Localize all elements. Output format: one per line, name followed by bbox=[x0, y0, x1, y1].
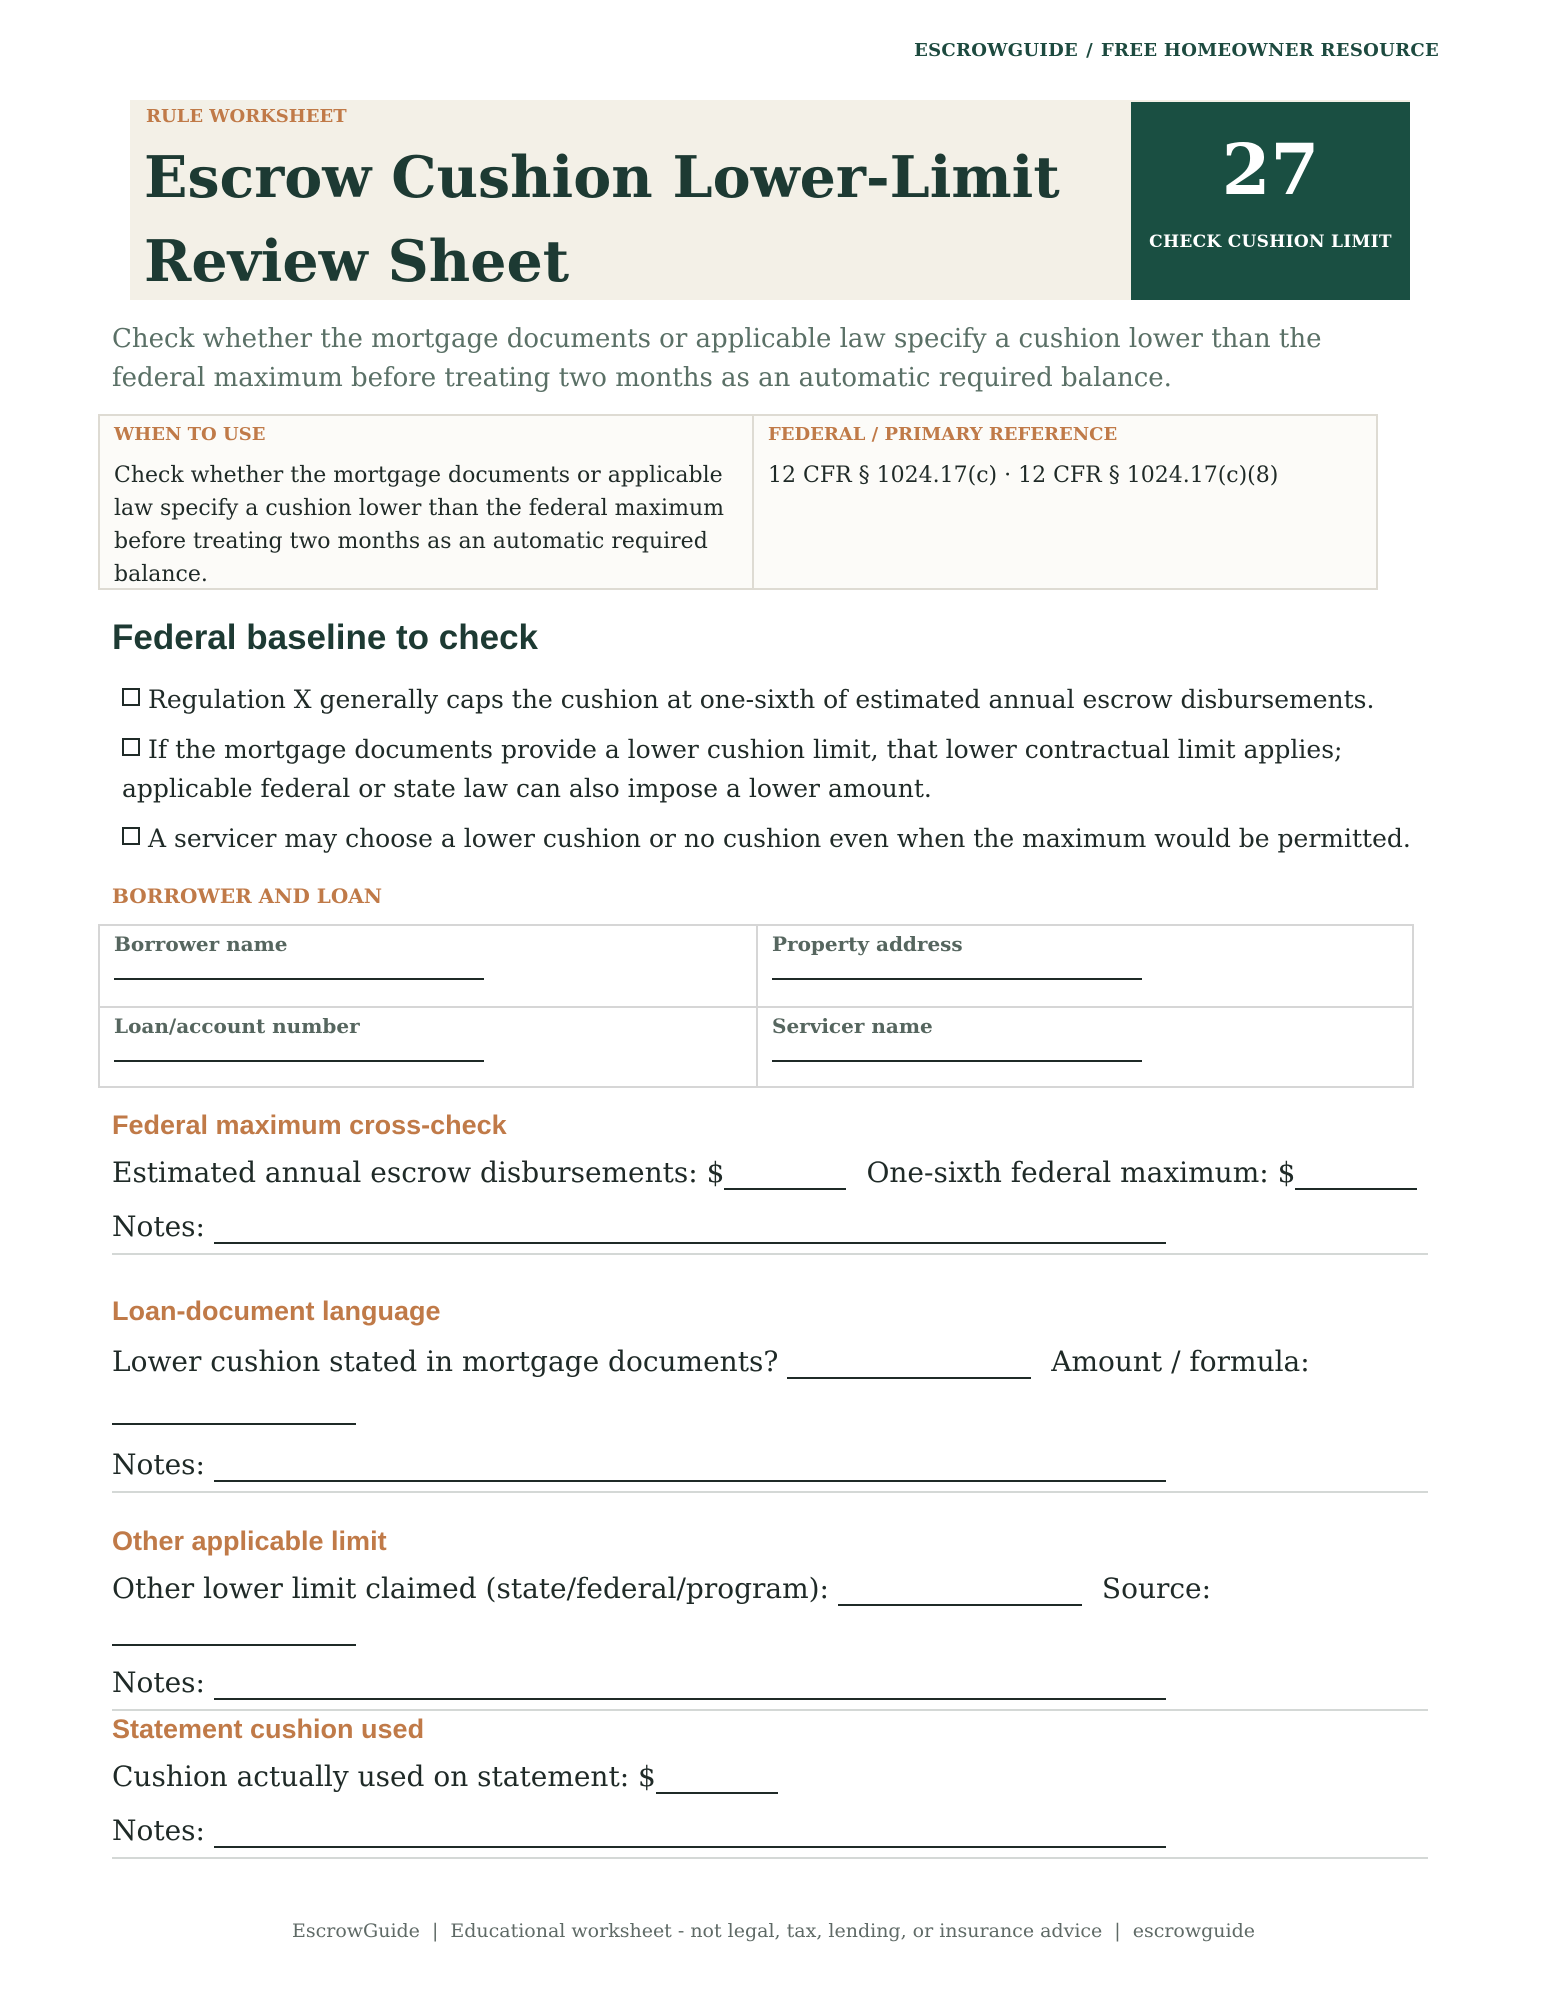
brand-separator: / bbox=[1086, 40, 1093, 61]
source-field[interactable] bbox=[112, 1614, 356, 1646]
rule-number-badge bbox=[1131, 102, 1410, 300]
borrower-table bbox=[98, 924, 1414, 1088]
checklist-item-text: Regulation X generally caps the cushion at one-sixth of estimated annual escrow disbursements. bbox=[148, 685, 1375, 714]
footer-brand: EscrowGuide bbox=[291, 1920, 420, 1942]
info-table bbox=[98, 414, 1378, 590]
section-heading: Statement cushion used bbox=[112, 1714, 425, 1744]
cushion-used-field[interactable] bbox=[656, 1762, 778, 1794]
federal-max-section bbox=[112, 1110, 1428, 1255]
loan-number-field[interactable] bbox=[114, 1038, 484, 1062]
checkbox[interactable] bbox=[122, 827, 140, 845]
checklist-item-text: If the mortgage documents provide a lower cushion limit, that lower contractual limit applies; applicable federal or state law can also impose a lower amount. bbox=[122, 735, 1343, 803]
other-limit-field[interactable] bbox=[838, 1574, 1082, 1606]
notes-label: Notes: bbox=[112, 1210, 205, 1243]
section-divider bbox=[112, 1253, 1428, 1255]
field-label: Amount / formula: bbox=[1051, 1345, 1310, 1378]
when-to-use-heading: WHEN TO USE bbox=[114, 424, 266, 445]
when-to-use-body: Check whether the mortgage documents or applicable law specify a cushion lower than the federal maximum before treating two months as an automatic required balance. bbox=[114, 463, 724, 587]
field-row bbox=[112, 1339, 1428, 1431]
checklist-item bbox=[122, 819, 1422, 858]
property-address-field[interactable] bbox=[772, 956, 1142, 980]
field-label: Other lower limit claimed (state/federal/program): bbox=[112, 1572, 829, 1605]
notes-label: Notes: bbox=[112, 1448, 205, 1481]
section-heading: Federal maximum cross-check bbox=[112, 1110, 507, 1140]
checklist-item-text: A servicer may choose a lower cushion or no cushion even when the maximum would be permitted. bbox=[148, 824, 1411, 853]
field-label: Property address bbox=[772, 932, 963, 956]
footer-disclaimer: Educational worksheet - not legal, tax, lending, or insurance advice bbox=[450, 1920, 1103, 1942]
footer-site: escrowguide bbox=[1132, 1920, 1256, 1942]
field-row bbox=[112, 1569, 1428, 1649]
reference-body: 12 CFR § 1024.17(c) · 12 CFR § 1024.17(c)(8) bbox=[768, 463, 1279, 488]
borrower-name-cell bbox=[100, 926, 758, 1006]
amount-formula-field[interactable] bbox=[112, 1393, 356, 1425]
notes-label: Notes: bbox=[112, 1814, 205, 1847]
field-label: Estimated annual escrow disbursements: $ bbox=[112, 1156, 725, 1189]
field-label: Servicer name bbox=[772, 1014, 933, 1038]
loan-doc-section bbox=[112, 1296, 1428, 1493]
notes-field[interactable] bbox=[214, 1668, 1166, 1700]
header-kicker: RULE WORKSHEET bbox=[146, 106, 347, 127]
field-label: Source: bbox=[1101, 1572, 1212, 1605]
field-label: Cushion actually used on statement: $ bbox=[112, 1760, 656, 1793]
notes-row bbox=[112, 1663, 1428, 1703]
servicer-name-cell bbox=[758, 1008, 1412, 1086]
checklist-item bbox=[122, 730, 1422, 808]
baseline-heading: Federal baseline to check bbox=[112, 618, 539, 657]
notes-label: Notes: bbox=[112, 1666, 205, 1699]
other-limit-section bbox=[112, 1526, 1428, 1711]
notes-row bbox=[112, 1811, 1428, 1851]
servicer-name-field[interactable] bbox=[772, 1038, 1142, 1062]
when-to-use-cell bbox=[100, 416, 754, 588]
checklist-item bbox=[122, 680, 1422, 719]
section-divider bbox=[112, 1857, 1428, 1859]
loan-number-cell bbox=[100, 1008, 758, 1086]
baseline-checklist bbox=[122, 680, 1422, 869]
section-divider bbox=[112, 1709, 1428, 1711]
one-sixth-max-field[interactable] bbox=[1295, 1158, 1417, 1190]
brand-name: ESCROWGUIDE bbox=[914, 40, 1079, 61]
reference-heading: FEDERAL / PRIMARY REFERENCE bbox=[768, 424, 1118, 445]
checkbox[interactable] bbox=[122, 738, 140, 756]
field-label: Borrower name bbox=[114, 932, 288, 956]
lower-cushion-field[interactable] bbox=[787, 1347, 1031, 1379]
badge-label: CHECK CUSHION LIMIT bbox=[1149, 232, 1392, 252]
notes-row bbox=[112, 1445, 1428, 1485]
field-label: One-sixth federal maximum: $ bbox=[866, 1156, 1296, 1189]
property-address-cell bbox=[758, 926, 1412, 1006]
notes-field[interactable] bbox=[214, 1816, 1166, 1848]
section-heading: Loan-document language bbox=[112, 1296, 441, 1326]
borrower-row bbox=[100, 926, 1412, 1006]
statement-section bbox=[112, 1714, 1428, 1859]
notes-row bbox=[112, 1207, 1428, 1247]
section-heading: Other applicable limit bbox=[112, 1526, 387, 1556]
page-title: Escrow Cushion Lower-Limit Review Sheet bbox=[144, 144, 1060, 295]
page-footer: EscrowGuide | Educational worksheet - not legal, tax, lending, or insurance advice | escrowguide bbox=[291, 1920, 1256, 1942]
field-row bbox=[112, 1153, 1428, 1193]
field-label: Loan/account number bbox=[114, 1014, 360, 1038]
reference-cell bbox=[754, 416, 1376, 588]
checkbox[interactable] bbox=[122, 688, 140, 706]
borrower-section-heading: BORROWER AND LOAN bbox=[112, 884, 383, 908]
annual-disbursements-field[interactable] bbox=[724, 1158, 846, 1190]
intro-text: Check whether the mortgage documents or applicable law specify a cushion lower than the federal maximum before treating two months as an automatic required balance. bbox=[112, 324, 1322, 393]
notes-field[interactable] bbox=[214, 1212, 1166, 1244]
brand-tagline: FREE HOMEOWNER RESOURCE bbox=[1100, 40, 1439, 61]
field-row bbox=[112, 1757, 1428, 1797]
top-brand-line bbox=[914, 40, 1439, 61]
field-label: Lower cushion stated in mortgage documents? bbox=[112, 1345, 779, 1378]
notes-field[interactable] bbox=[214, 1450, 1166, 1482]
badge-number: 27 bbox=[1221, 128, 1320, 211]
borrower-name-field[interactable] bbox=[114, 956, 484, 980]
borrower-row bbox=[100, 1006, 1412, 1086]
section-divider bbox=[112, 1491, 1428, 1493]
